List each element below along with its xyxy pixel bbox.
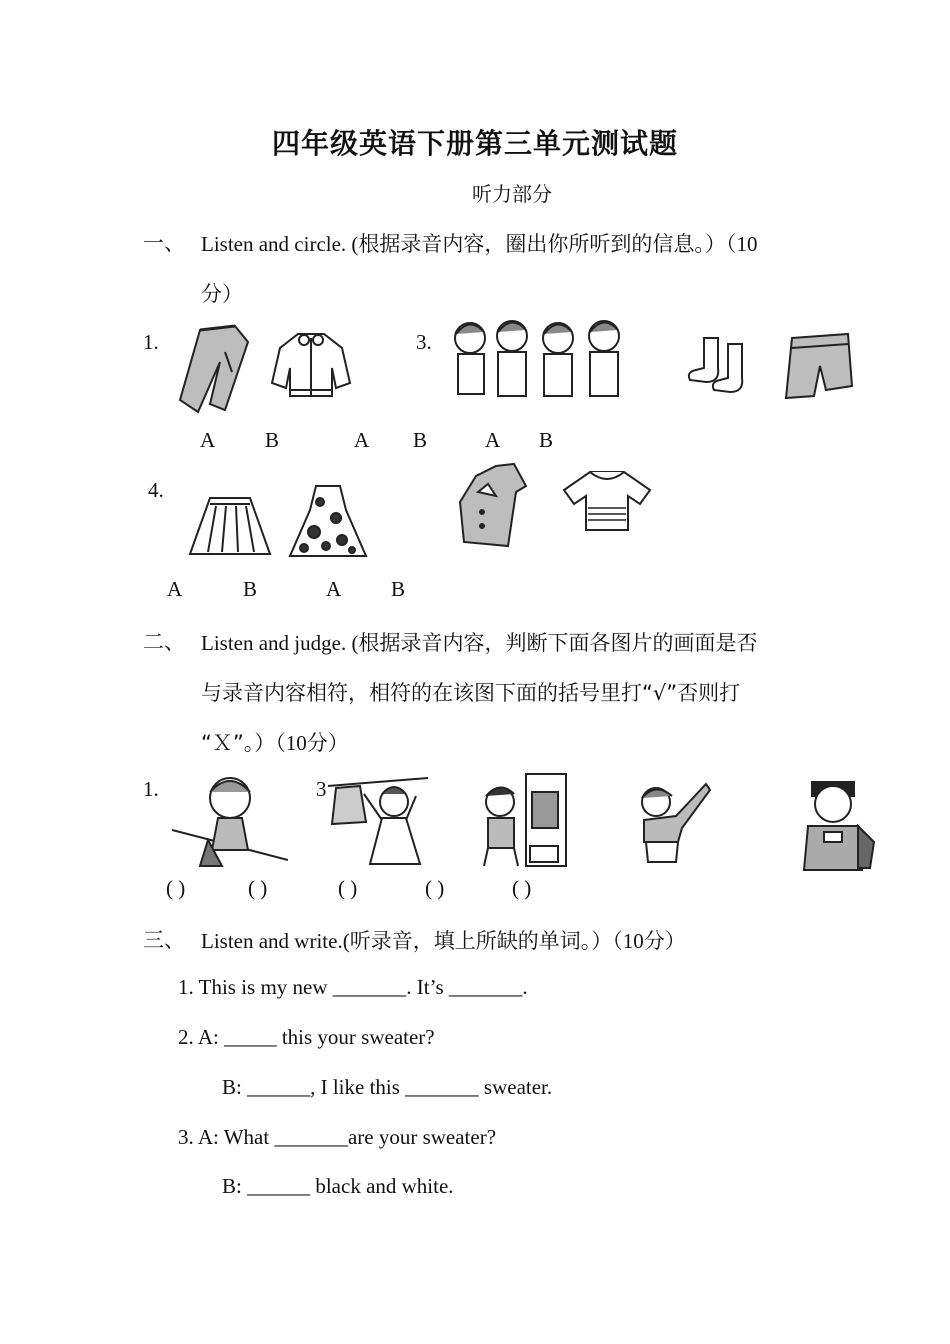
item-number: 1. <box>143 777 159 801</box>
fill-line[interactable]: B: ______, I like this _______ sweater. <box>222 1075 553 1099</box>
shirt-icon <box>456 462 532 550</box>
option-letter: A <box>167 577 183 601</box>
option-letter: B <box>265 428 280 452</box>
option-letter: A <box>200 428 216 452</box>
section-number-2: 二、 <box>143 630 185 654</box>
pants-icon <box>170 322 260 417</box>
fill-line[interactable]: B: ______ black and white. <box>222 1174 454 1198</box>
girl-clothesline-icon <box>326 776 430 868</box>
section-number-1: 一、 <box>143 231 185 255</box>
answer-bracket[interactable]: ( ) <box>166 876 186 900</box>
boy-closet-icon <box>474 772 568 868</box>
shorts-icon <box>778 326 858 412</box>
option-letter: A <box>485 428 501 452</box>
section-2-instruction-end: “Ｘ”。）（10分） <box>201 731 349 755</box>
section-heading-listening: 听力部分 <box>472 182 552 206</box>
fill-line[interactable]: 2. A: _____ this your sweater? <box>178 1025 435 1049</box>
kids-group-icon <box>448 314 630 402</box>
fill-line[interactable]: 1. This is my new _______. It’s _______. <box>178 975 528 999</box>
skirt-icon <box>186 492 274 564</box>
section-2-instruction-cont: 与录音内容相符，相符的在该图下面的括号里打“√”否则打 <box>201 681 741 705</box>
option-letter: A <box>354 428 370 452</box>
answer-bracket[interactable]: ( ) <box>425 876 445 900</box>
section-1-instruction-cont: 分） <box>201 282 243 306</box>
socks-icon <box>684 334 758 396</box>
boy-coat-icon <box>788 772 878 872</box>
option-letter: B <box>539 428 554 452</box>
answer-bracket[interactable]: ( ) <box>512 876 532 900</box>
item-number: 1. <box>143 330 159 354</box>
option-letter: B <box>391 577 406 601</box>
page-title: 四年级英语下册第三单元测试题 <box>271 127 678 160</box>
option-letter: B <box>243 577 258 601</box>
section-2-instruction: Listen and judge. (根据录音内容，判断下面各图片的画面是否 <box>201 631 758 655</box>
section-1-instruction: Listen and circle. (根据录音内容，圈出你所听到的信息。）（10 <box>201 232 758 256</box>
girl-skirt-icon <box>172 770 288 868</box>
dress-icon <box>286 482 370 564</box>
fill-line[interactable]: 3. A: What _______are your sweater? <box>178 1125 497 1149</box>
boy-dressing-icon <box>626 776 712 864</box>
section-number-3: 三、 <box>143 928 185 952</box>
item-number: 4. <box>148 478 164 502</box>
option-letter: B <box>413 428 428 452</box>
answer-bracket[interactable]: ( ) <box>248 876 268 900</box>
item-number: 3 <box>316 777 327 801</box>
option-letter: A <box>326 577 342 601</box>
section-3-instruction: Listen and write.(听录音，填上所缺的单词。）（10分） <box>201 929 686 953</box>
sweater-icon <box>560 464 654 536</box>
item-number: 3. <box>416 330 432 354</box>
jacket-icon <box>270 328 352 400</box>
answer-bracket[interactable]: ( ) <box>338 876 358 900</box>
